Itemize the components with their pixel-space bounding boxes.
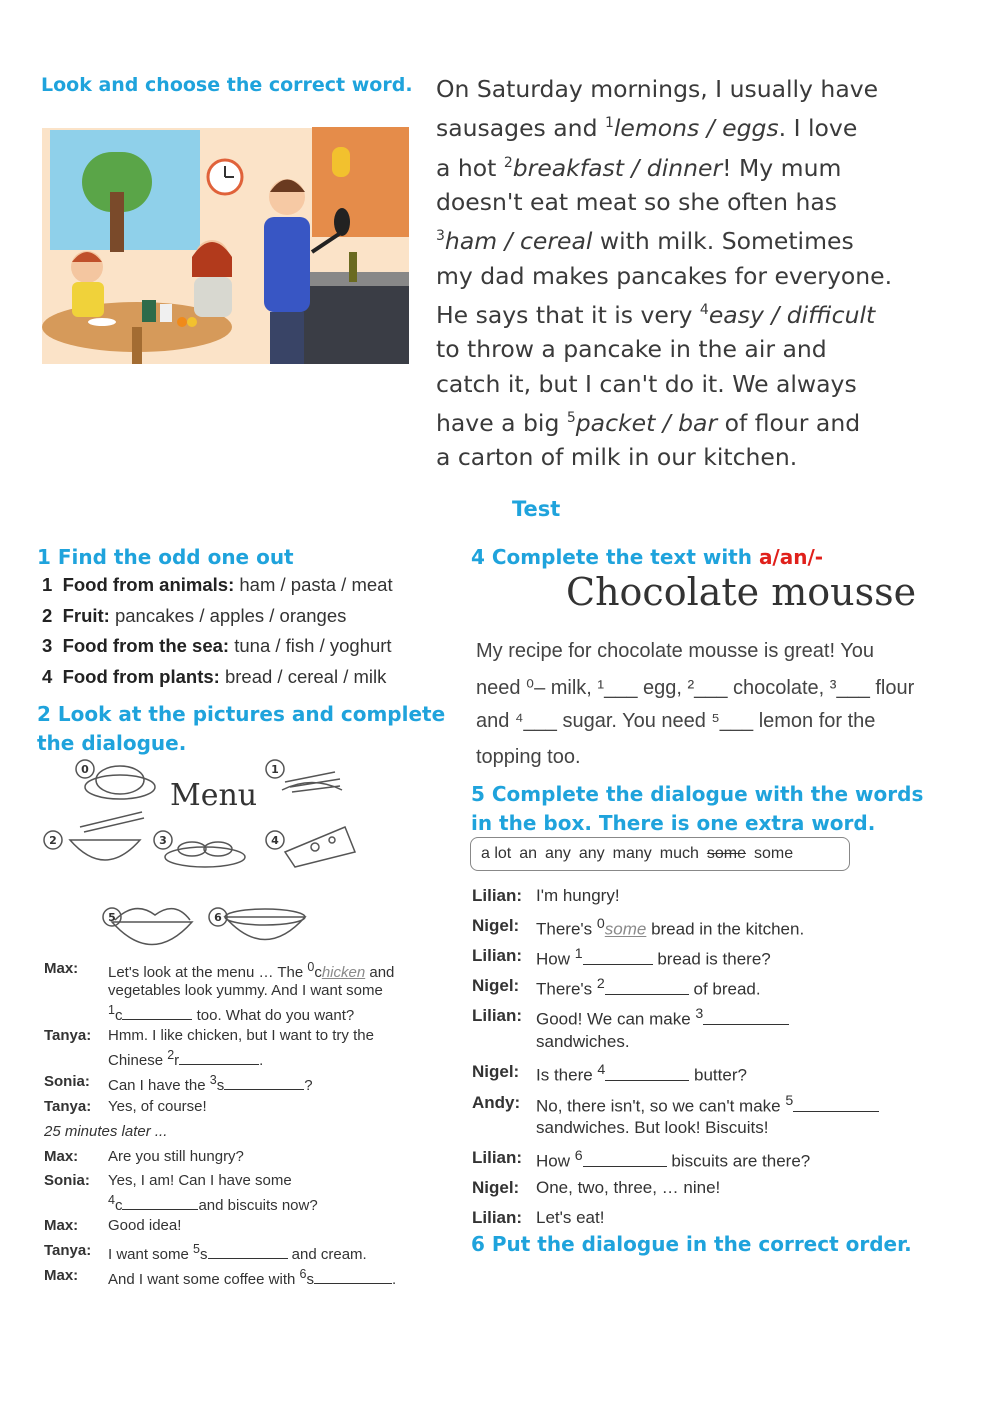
top-instruction: Look and choose the correct word.	[41, 74, 413, 96]
menu-number: 1	[271, 763, 279, 776]
answer-blank[interactable]	[314, 1269, 392, 1284]
odd-one-item: 4 Food from plants: bread / cereal / milk	[42, 666, 387, 687]
answer-blank[interactable]	[179, 1050, 259, 1065]
word-option: some	[754, 845, 794, 862]
test-title: Test	[512, 497, 561, 521]
menu-number: 3	[159, 834, 167, 847]
reading-line: catch it, but I can't do it. We always	[436, 369, 857, 398]
word-option: a lot	[481, 845, 512, 862]
choice-3[interactable]: ham / cereal	[444, 227, 593, 256]
answer-blank[interactable]	[224, 1075, 304, 1090]
answer-blank[interactable]	[583, 950, 653, 965]
answer-blank[interactable]	[793, 1097, 879, 1112]
answer-blank[interactable]	[122, 1195, 198, 1210]
reading-line: He says that it is very $^4$easy / difficult	[436, 300, 876, 329]
word-box	[470, 837, 850, 871]
odd-one-item: 1 Food from animals: ham / pasta / meat	[42, 574, 393, 595]
word-option: much	[659, 845, 699, 862]
dialogue-2: Max: Let's look at the menu … The $^0$chicken and vegetables look yummy. And I want some $^1$c too. What do you want? Tanya: Hmm. I like chicken, but I want to try the Chinese $^2$r . Sonia: Can I have the $^3$s ? Tanya: Yes, of course! 25 minutes later ... Max: Are you still hungry? Sonia: Yes, I am! Can I have some $^4$c and biscuits now? Max: Good idea! Tanya: I want some $^5$s and cream. Max: And I want some coffee with $^6$s .	[44, 960, 397, 1288]
reading-passage	[436, 72, 956, 475]
word-option: many	[612, 845, 652, 862]
section6-title: 6 Put the dialogue in the correct order.	[471, 1232, 912, 1256]
section2-title: 2 Look at the pictures and complete the dialogue.	[37, 702, 446, 755]
odd-one-item: 2 Fruit: pancakes / apples / oranges	[42, 605, 347, 626]
word-option: any	[578, 845, 605, 862]
reading-line: have a big $^5$packet / bar of flour and	[436, 408, 861, 437]
answer-blank[interactable]	[208, 1244, 288, 1259]
answer-blank[interactable]	[605, 980, 689, 995]
recipe-line: My recipe for chocolate mousse is great! You	[476, 640, 874, 662]
choice-5[interactable]: packet / bar	[575, 408, 718, 437]
section1-title: 1 Find the odd one out	[37, 545, 294, 569]
section5-title: 5 Complete the dialogue with the words in the box. There is one extra word.	[471, 782, 924, 835]
reading-line: to throw a pancake in the air and	[436, 335, 827, 364]
menu-number: 4	[271, 834, 279, 847]
menu-number: 6	[214, 911, 222, 924]
odd-one-item: 3 Food from the sea: tuna / fish / yoghurt	[42, 635, 392, 656]
menu-number: 0	[81, 763, 89, 776]
choice-4[interactable]: easy / difficult	[708, 300, 876, 329]
reading-line: doesn't eat meat so she often has	[436, 187, 837, 216]
choice-1[interactable]: lemons / eggs	[613, 114, 779, 143]
choice-2[interactable]: breakfast / dinner	[512, 153, 723, 182]
menu-pictures	[49, 752, 360, 962]
menu-word: Menu	[170, 778, 258, 813]
reading-line: a carton of milk in our kitchen.	[436, 443, 798, 472]
answer-blank[interactable]	[122, 1005, 192, 1020]
answer-blank[interactable]	[583, 1152, 667, 1167]
dialogue-5: Lilian: I'm hungry! Nigel: There's $^0$some bread in the kitchen. Lilian: How $^1$ bread is there? Nigel: There's $^2$ of bread. Lilian: Good! We can make $^3$ sandwiches. Nigel: Is there $^4$ butter? Andy: No, there isn't, so we can't make $^5$ sandwiches. But look! Biscuits! Lilian: How $^6$ biscuits are there? Nigel: One, two, three, … nine! Lilian: Let's eat!	[472, 886, 952, 1226]
recipe-line[interactable]: and ⁴___ sugar. You need ⁵___ lemon for the	[476, 710, 876, 732]
recipe-heading: Chocolate mousse	[566, 570, 917, 614]
reading-line: $^3$ham / cereal with milk. Sometimes	[436, 227, 854, 256]
reading-line: On Saturday mornings, I usually have	[436, 75, 879, 103]
section4-title: 4 Complete the text with a/an/-	[471, 545, 824, 569]
reading-line: my dad makes pancakes for everyone.	[436, 261, 893, 290]
recipe-line[interactable]: need ⁰– milk, ¹___ egg, ²___ chocolate, ³___ flour	[476, 677, 915, 699]
word-option: any	[545, 845, 571, 862]
reading-line: a hot $^2$breakfast / dinner! My mum	[436, 153, 842, 182]
word-option: an	[519, 845, 538, 862]
reading-line: sausages and $^1$lemons / eggs. I love	[436, 114, 858, 143]
menu-number: 5	[108, 911, 116, 924]
word-option-used: some	[706, 845, 747, 862]
answer-blank[interactable]	[703, 1010, 789, 1025]
menu-number: 2	[49, 834, 57, 847]
kitchen-family-illustration	[42, 122, 409, 364]
recipe-line: topping too.	[476, 746, 581, 768]
answer-blank[interactable]	[605, 1066, 689, 1081]
